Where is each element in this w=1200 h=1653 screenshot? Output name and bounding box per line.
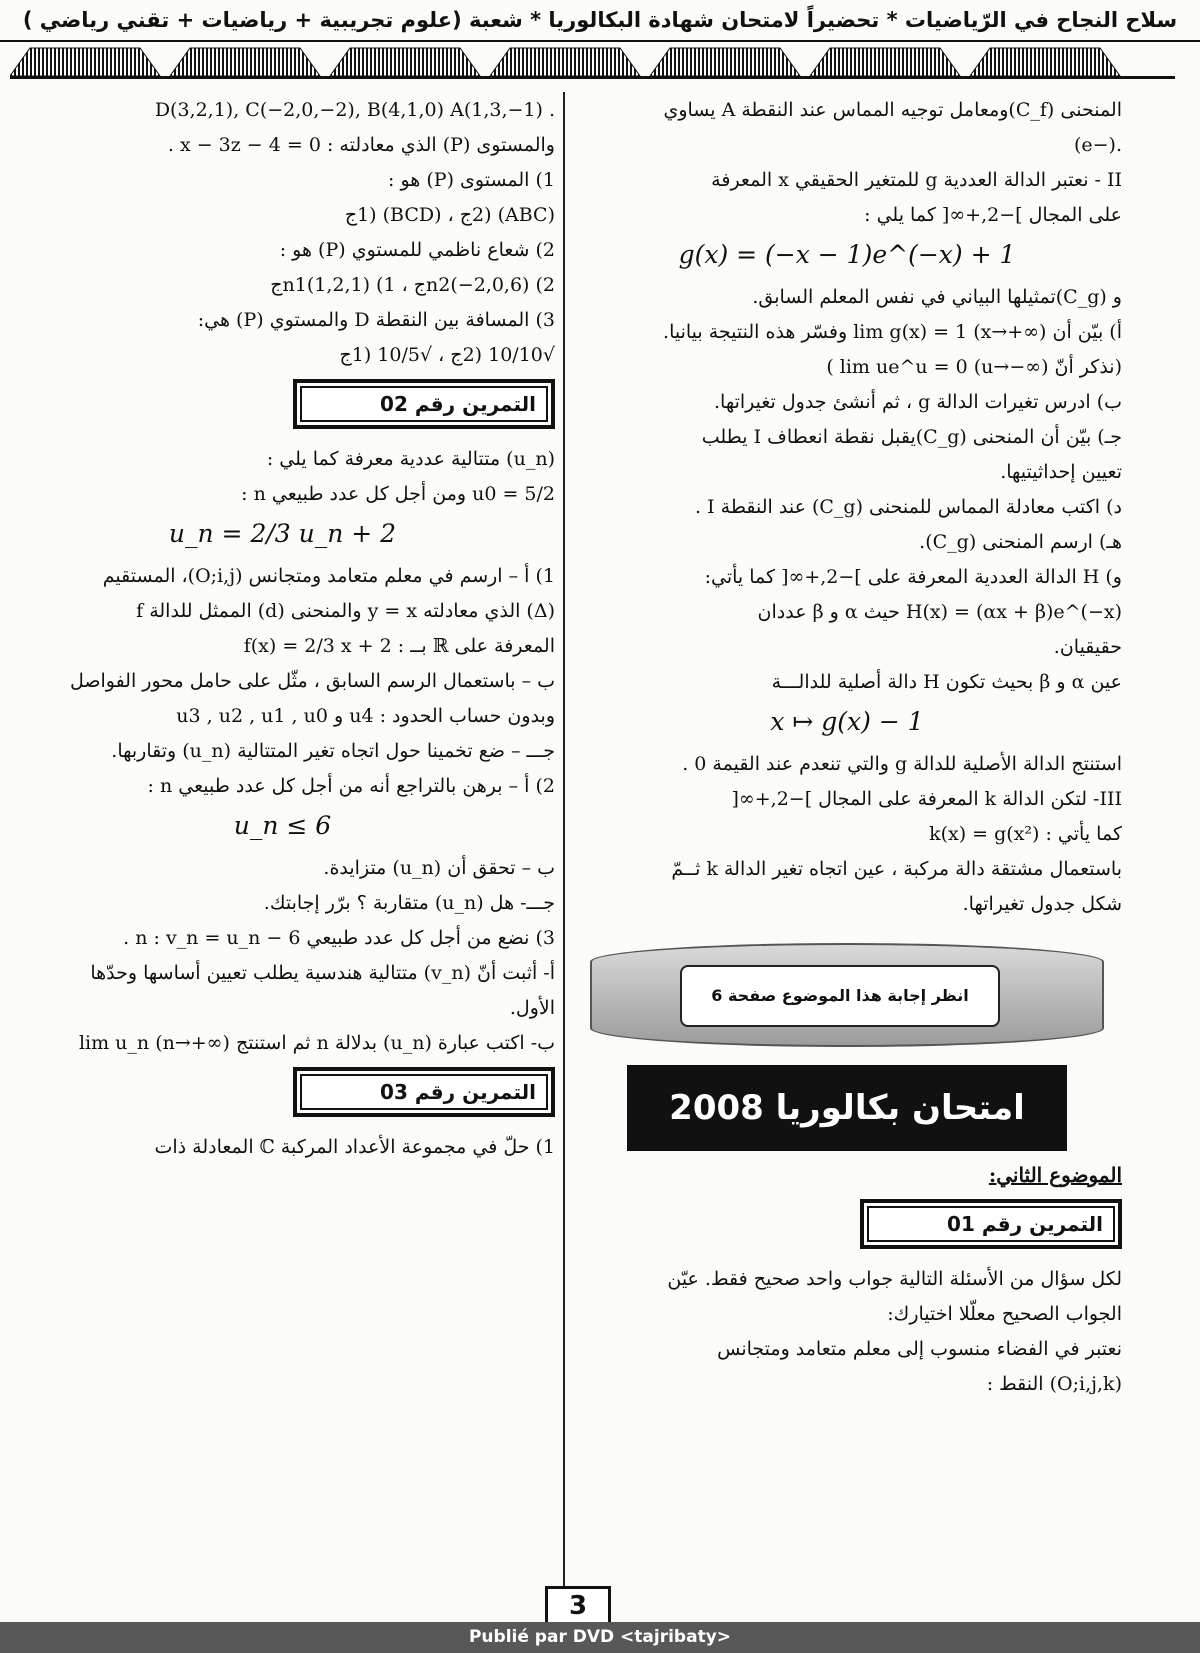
text-line: H(x) = (αx + β)e^(−x) حيث α و β عددان (757, 601, 1122, 623)
exercise-label: التمرين رقم 02 (300, 386, 548, 422)
equation-map: x ↦ g(x) − 1 (770, 707, 924, 736)
text-line: ب – تحقق أن (u_n) متزايدة. (323, 857, 555, 879)
text-line: و (C_g)تمثيلها البياني في نفس المعلم السابق. (752, 286, 1122, 308)
text-line: u0 = 5/2 ومن أجل كل عدد طبيعي n : (241, 483, 555, 505)
answer-ribbon (590, 943, 1104, 1047)
text-line: وبدون حساب الحدود : u4 و u3 , u2 , u1 , u0 (176, 705, 555, 727)
text-line: 2) أ – برهن بالتراجع أنه من أجل كل عدد طبيعي n : (147, 775, 555, 797)
text-line: باستعمال مشتقة دالة مركبة ، عين اتجاه تغير الدالة k ثــمّ (671, 858, 1122, 880)
text-line: أ) بيّن أن lim g(x) = 1 (x→+∞) وفسّر هذه النتيجة بيانيا. (663, 321, 1122, 343)
text-line: و) H الدالة العددية المعرفة على ]−2,+∞[ كما يأتي: (704, 566, 1122, 588)
page-number: 3 (545, 1586, 611, 1626)
text-line: (ABC) (2ج ، (BCD) (1ج (344, 204, 555, 226)
text-line: جـــ – ضع تخمينا حول اتجاه تغير المتتالية (u_n) وتقاربها. (111, 740, 555, 762)
equation-recurrence: u_n = 2/3 u_n + 2 (168, 519, 397, 548)
equation-bound: u_n ≤ 6 (233, 811, 332, 840)
text-line: كما يأتي : k(x) = g(x²) (929, 823, 1122, 845)
text-line: لكل سؤال من الأسئلة التالية جواب واحد صحيح فقط. عيّن (667, 1268, 1122, 1290)
text-line: أ- أثبت أنّ (v_n) متتالية هندسية يطلب تعيين أساسها وحدّها (90, 962, 555, 984)
right-column (572, 96, 1122, 1596)
text-line: 3) المسافة بين النقطة D والمستوي (P) هي: (197, 309, 555, 331)
text-line: n2(−2,0,6) (2ج ، n1(1,2,1) (1ج (270, 274, 555, 296)
text-line: والمستوى (P) الذي معادلته : x − 3z − 4 = 0 . (167, 134, 555, 156)
text-line: حقيقيان. (1053, 636, 1122, 658)
text-line: د) اكتب معادلة المماس للمنحنى (C_g) عند النقطة I . (695, 496, 1122, 518)
text-line: (نذكر أنّ lim ue^u = 0 (u→−∞) ) (826, 356, 1122, 378)
text-line: III- لتكن الدالة k المعرفة على المجال ]−2,+∞[ (731, 788, 1122, 810)
text-line: ب – باستعمال الرسم السابق ، مثّل على حامل محور الفواصل (69, 670, 555, 692)
text-line: المعرفة على ℝ بــ : f(x) = 2/3 x + 2 (243, 635, 555, 657)
left-column (10, 96, 555, 1596)
zigzag-decoration (10, 42, 1175, 76)
text-line: II - نعتبر الدالة العددية g للمتغير الحقيقي x المعرفة (711, 169, 1122, 191)
text-line: .(−e) (1073, 134, 1122, 156)
subject-subtitle: الموضوع الثاني: (988, 1163, 1122, 1187)
text-line: جـ) بيّن أن المنحنى (C_g)يقبل نقطة انعطاف I يطلب (701, 426, 1122, 448)
text-line: استنتج الدالة الأصلية للدالة g والتي تنعدم عند القيمة 0 . (682, 753, 1122, 775)
text-line: (O;i,j,k) النقط : (986, 1373, 1122, 1395)
text-line: جـــ- هل (u_n) متقاربة ؟ برّر إجابتك. (263, 892, 555, 914)
exercise-box-01 (860, 1199, 1122, 1249)
text-line: شكل جدول تغيراتها. (962, 893, 1122, 915)
text-line: √10/10 (2ج ، √10/5 (1ج (339, 344, 555, 366)
text-line: هـ) ارسم المنحنى (C_g). (919, 531, 1122, 553)
text-line: (Δ) الذي معادلته y = x والمنحنى (d) الممثل للدالة f (136, 600, 555, 622)
text-line: 3) نضع من أجل كل عدد طبيعي n : v_n = u_n − 6 . (123, 927, 555, 949)
header-decoration (10, 42, 1175, 79)
exam-banner (627, 1065, 1067, 1151)
column-divider (563, 92, 565, 1612)
text-line: تعيين إحداثيتيها. (1000, 461, 1122, 483)
text-line: الجواب الصحيح معلّلا اختيارك: (887, 1303, 1122, 1325)
text-line: الأول. (509, 997, 555, 1019)
text-line: 1) حلّ في مجموعة الأعداد المركبة ℂ المعادلة ذات (154, 1136, 555, 1158)
text-line: المنحنى (C_f)ومعامل توجيه المماس عند النقطة A يساوي (663, 99, 1122, 121)
footer-bar: Publié par DVD <tajribaty> (0, 1622, 1200, 1653)
banner-title: امتحان بكالوريا 2008 (669, 1088, 1025, 1128)
equation-g: g(x) = (−x − 1)e^(−x) + 1 (678, 240, 1016, 269)
text-line: 2) شعاع ناظمي للمستوي (P) هو : (279, 239, 555, 261)
exercise-box-03 (293, 1067, 555, 1117)
text-line: 1) أ – ارسم في معلم متعامد ومتجانس (O;i,j)، المستقيم (102, 565, 555, 587)
exercise-label: التمرين رقم 03 (300, 1074, 548, 1110)
text-line: . D(3,2,1), C(−2,0,−2), B(4,1,0) A(1,3,−1) (154, 99, 555, 121)
page-header: سلاح النجاح في الرّياضيات * تحضيراً لامتحان شهادة البكالوريا * شعبة (علوم تجريبية + رياضيات + تقني رياضي ) (0, 0, 1200, 42)
text-line: على المجال ]−2,+∞[ كما يلي : (864, 204, 1122, 226)
text-line: ب) ادرس تغيرات الدالة g ، ثم أنشئ جدول تغيراتها. (713, 391, 1122, 413)
text-line: 1) المستوى (P) هو : (388, 169, 555, 191)
text-line: نعتبر في الفضاء منسوب إلى معلم متعامد ومتجانس (717, 1338, 1122, 1360)
exercise-box-02 (293, 379, 555, 429)
text-line: عين α و β بحيث تكون H دالة أصلية للدالـــة (771, 671, 1122, 693)
exercise-label: التمرين رقم 01 (867, 1206, 1115, 1242)
ribbon-text: انظر إجابة هذا الموضوع صفحة 6 (680, 965, 1000, 1027)
text-line: ب- اكتب عبارة (u_n) بدلالة n ثم استنتج lim u_n (n→+∞) (78, 1032, 555, 1054)
text-line: (u_n) متتالية عددية معرفة كما يلي : (266, 448, 555, 470)
